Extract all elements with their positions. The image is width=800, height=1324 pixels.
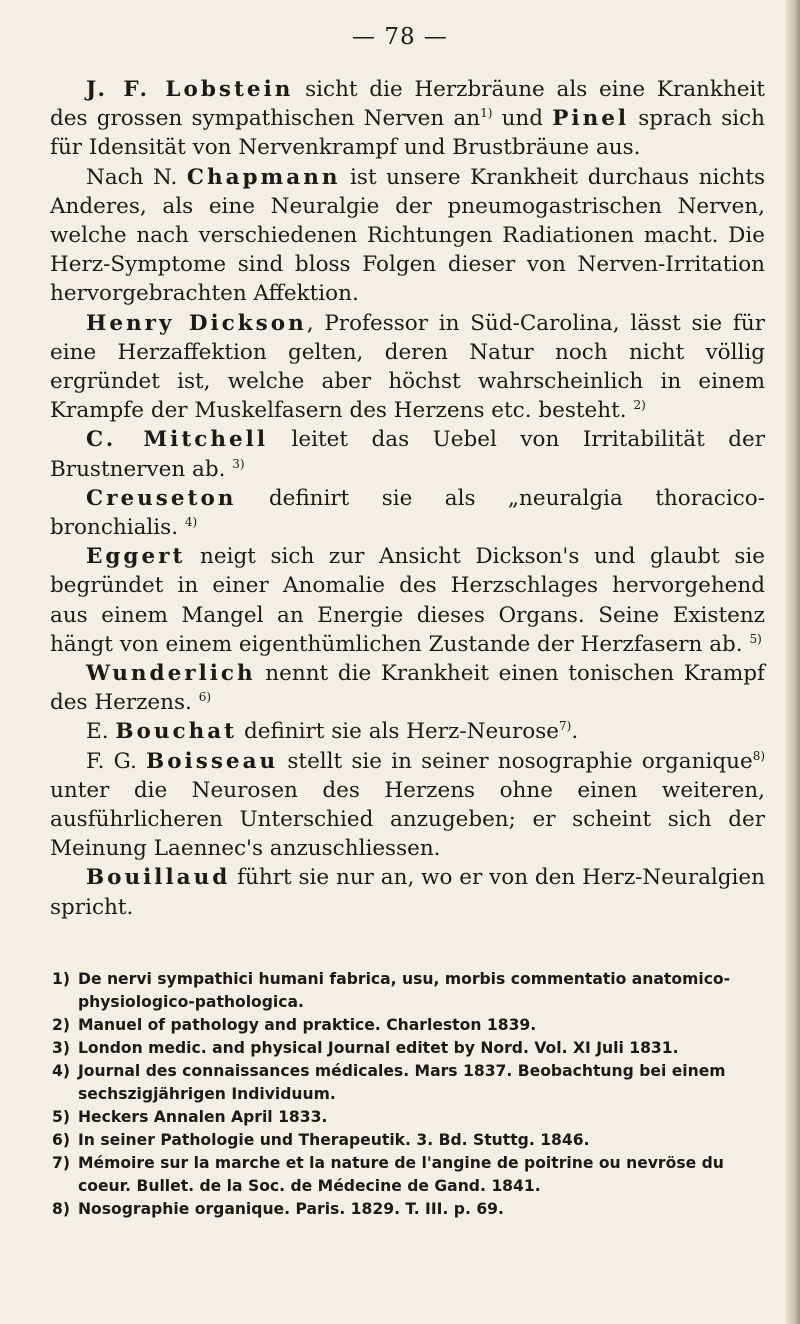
paragraph: J. F. Lobstein sicht die Herzbräune als eine Krankheit des grossen sympathischen Nerven $an^{1)}$ und Pinel sprach sich für Idensität von Nervenkrampf und Brustbräune aus. xyxy=(50,77,765,161)
footnote: 2) Manuel of pathology and praktice. Charleston 1839. xyxy=(52,1016,537,1034)
paragraph: Henry Dickson, Professor in Süd-Carolina, lässt sie für eine Herzaffektion gelten, deren Natur noch nicht völlig ergründet ist, welche aber höchst wahrscheinlich in einem Krampfe der Muskelfasern des Herzens etc. besteht. $^{2)}$ xyxy=(50,310,765,424)
paragraph: C. Mitchell leitet das Uebel von Irritabilität der Brustnerven ab. $^{3)}$ xyxy=(50,427,765,482)
main-text xyxy=(50,75,765,922)
footnote: 4) Journal des connaissances médicales. Mars 1837. Beobachtung bei einem sechszigjährigen Individuum. xyxy=(52,1062,726,1103)
footnote: 6) In seiner Pathologie und Therapeutik. 3. Bd. Stuttg. 1846. xyxy=(52,1131,590,1149)
paragraph: Nach N. Chapmann ist unsere Krankheit durchaus nichts Anderes, als eine Neuralgie der pneumogastrischen Nerven, welche nach verschiedenen Richtungen Radiationen macht. Die Herz-Symptome sind bloss Folgen dieser von Nerven-Irritation hervorgebrachten Affektion. xyxy=(50,164,765,307)
footnote: 1) De nervi sympathici humani fabrica, usu, morbis commentatio anatomico-physiologico-pathologica. xyxy=(52,970,731,1011)
page-edge xyxy=(786,0,800,1324)
footnotes xyxy=(52,968,764,1221)
paragraph: Eggert neigt sich zur Ansicht Dickson's und glaubt sie begründet in einer Anomalie des Herzschlages hervorgehend aus einem Mangel an Energie dieses Organs. Seine Existenz hängt von einem eigenthümlichen Zustande der Herzfasern ab. $^{5)}$ xyxy=(50,544,765,657)
paragraph: E. Bouchat definirt sie als Herz-Neurose$^{7)}$. xyxy=(86,719,579,745)
footnote: 8) Nosographie organique. Paris. 1829. T. III. p. 69. xyxy=(52,1200,504,1218)
paragraph: F. G. Boisseau stellt sie in seiner nosographie organique$^{8)}$ unter die Neurosen des Herzens ohne einen weiteren, ausführlicheren Unterschied anzugeben; er scheint sich der Meinung Laennec's anzuschliessen. xyxy=(50,748,766,862)
footnote: 7) Mémoire sur la marche et la nature de l'angine de poitrine ou nevröse du coeur. Bullet. de la Soc. de Médecine de Gand. 1841. xyxy=(52,1154,724,1195)
paragraph: Creuseton definirt sie als „neuralgia thoracico-bronchialis. $^{4)}$ xyxy=(50,485,765,541)
paragraph: Wunderlich nennt die Krankheit einen tonischen Krampf des Herzens. $^{6)}$ xyxy=(50,661,765,716)
footnote: 5) Heckers Annalen April 1833. xyxy=(52,1108,328,1126)
page-number: — 78 — xyxy=(352,24,448,50)
footnote: 3) London medic. and physical Journal editet by Nord. Vol. XI Juli 1831. xyxy=(52,1039,679,1057)
paragraph: Bouillaud führt sie nur an, wo er von den Herz-Neuralgien spricht. xyxy=(50,865,765,920)
